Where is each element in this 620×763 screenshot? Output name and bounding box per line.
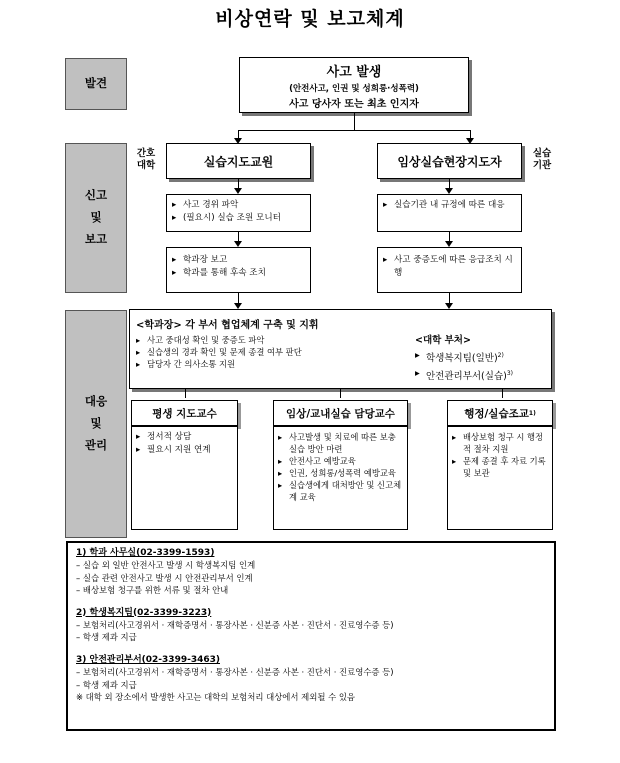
list-item: ▸ 담당자 간 의사소통 지원 (136, 358, 415, 370)
lifetime-advisor-box (131, 426, 238, 530)
footnotes-box (66, 541, 556, 731)
univ-dept-welfare: 학생복지팀(일반) (426, 353, 498, 365)
list-item: ▸ 사고 중증도에 따른 응급조치 시행 (383, 254, 516, 279)
footnote-heading: 3) 안전관리부서(02-3399-3463) (76, 654, 220, 665)
footnote-line: – 실습 관련 안전사고 발생 시 안전관리부서 인계 (76, 572, 253, 583)
stage-report-label-2: 및 (90, 210, 102, 225)
site-instructor-box (377, 143, 522, 179)
footnote-heading: 1) 학과 사무실(02-3399-1593) (76, 548, 215, 558)
incident-title: 사고 발생 (326, 65, 382, 80)
list-item: ▸ 실습생에게 대처방안 및 신고체계 교육 (278, 479, 403, 503)
nursing-college-tag-line-1: 간호 (136, 148, 156, 159)
list-item: ▸ 실습기관 내 규정에 따른 대응 (383, 199, 516, 212)
stage-discovery-label: 발견 (84, 76, 108, 91)
list-item: ▸ 인권, 성희롱/성폭력 예방교육 (278, 467, 403, 479)
instructor-step2 (166, 247, 311, 293)
footnote-ref: 2) (497, 352, 504, 359)
list-item: ▸ 안전사고 예방교육 (278, 455, 403, 467)
list-item: ▸ 학과를 통해 후속 조치 (172, 267, 305, 280)
footnote-heading: 2) 학생복지팀(02-3399-3223) (76, 607, 212, 618)
stage-response-label-3: 관리 (84, 437, 108, 452)
univ-dept-title: <대학 부처> (415, 335, 471, 346)
footnote-line: – 학생 제과 지급 (76, 632, 137, 643)
list-item: ▸ 문제 종결 후 자료 기록 및 보관 (452, 455, 548, 479)
site-instructor-step1 (377, 194, 522, 232)
site-instructor-title: 임상실습현장지도자 (397, 154, 502, 169)
connector (502, 389, 503, 398)
dept-head-box (129, 309, 552, 389)
stage-report-label-3: 보고 (84, 231, 108, 246)
nursing-college-tag-line-2: 대학 (136, 160, 156, 171)
practice-professor-title: 임상/교내실습 담당교수 (286, 407, 395, 420)
incident-box (239, 57, 469, 113)
practice-professor-header (273, 400, 408, 426)
stage-response (65, 310, 127, 538)
footnote-line: – 실습 외 일반 안전사고 발생 시 학생복지팀 인계 (76, 560, 256, 571)
footnote-safety-dept (76, 654, 546, 704)
list-item: ▸ 정서적 상담 (136, 431, 233, 444)
instructor-box (166, 143, 311, 179)
page-title: 비상연락 및 보고체계 (215, 8, 405, 30)
list-item: ▸ 필요시 지원 연계 (136, 444, 233, 457)
connector (185, 389, 186, 398)
list-item: ▸ (필요시) 실습 조원 모니터 (172, 212, 305, 225)
footnote-line: – 보험처리(사고경위서 · 재학증명서 · 통장사본 · 신분증 사본 · 진단서 · 진료영수증 등) (76, 620, 394, 631)
list-item: ▸ 사고 중대성 확인 및 중증도 파악 (136, 334, 415, 346)
list-item: ▸ 사고발생 및 치료에 따른 보충실습 방안 마련 (278, 431, 403, 455)
incident-types: (안전사고, 인권 및 성희롱·성폭력) (289, 84, 419, 94)
practice-professor-box (273, 426, 408, 530)
list-item: ▸ 사고 경위 파악 (172, 199, 305, 212)
admin-assistant-box (447, 426, 553, 530)
lifetime-advisor-header (131, 400, 238, 426)
practice-site-tag-line-2: 기관 (532, 160, 552, 171)
connector (354, 113, 355, 130)
site-instructor-step2 (377, 247, 522, 293)
practice-site-tag (528, 148, 556, 172)
instructor-step1 (166, 194, 311, 232)
list-item (415, 366, 545, 384)
instructor-title: 실습지도교원 (203, 154, 274, 169)
list-item (415, 348, 545, 366)
connector (238, 130, 470, 131)
lifetime-advisor-title: 평생 지도교수 (152, 407, 217, 420)
admin-assistant-header (447, 400, 553, 426)
footnote-dept-office (76, 547, 546, 597)
univ-dept-safety: 안전관리부서(실습) (426, 371, 507, 383)
list-item: ▸ 학과장 보고 (172, 254, 305, 267)
nursing-college-tag (132, 148, 160, 172)
practice-site-tag-line-1: 실습 (532, 148, 552, 159)
footnote-line: – 보험처리(사고경위서 · 재학증명서 · 통장사본 · 신분증 사본 · 진단서 · 진료영수증 등) (76, 667, 394, 678)
footnote-line: – 학생 제과 지급 (76, 679, 137, 690)
footnote-ref: 1) (528, 409, 536, 417)
stage-discovery (65, 58, 127, 110)
incident-reporter: 사고 당사자 또는 최초 인지자 (289, 99, 419, 110)
admin-assistant-title: 행정/실습조교 (464, 407, 529, 420)
dept-head-title: <학과장> 각 부서 협업체계 구축 및 지휘 (136, 320, 319, 331)
footnote-ref: 3) (506, 370, 514, 378)
footnote-line: ※ 대학 외 장소에서 발생한 사고는 대학의 보험처리 대상에서 제외될 수 있음 (76, 692, 356, 703)
stage-report-label-1: 신고 (84, 188, 108, 203)
connector (340, 389, 341, 398)
footnote-welfare-team (76, 607, 546, 644)
list-item: ▸ 실습생의 경과 확인 및 문제 종결 여부 판단 (136, 346, 415, 358)
footnote-line: – 배상보험 청구를 위한 서류 및 절차 안내 (76, 585, 229, 596)
stage-response-label-2: 및 (90, 416, 102, 431)
stage-report (65, 143, 127, 293)
list-item: ▸ 배상보험 청구 시 행정적 절차 지원 (452, 431, 548, 455)
stage-response-label-1: 대응 (84, 394, 108, 409)
